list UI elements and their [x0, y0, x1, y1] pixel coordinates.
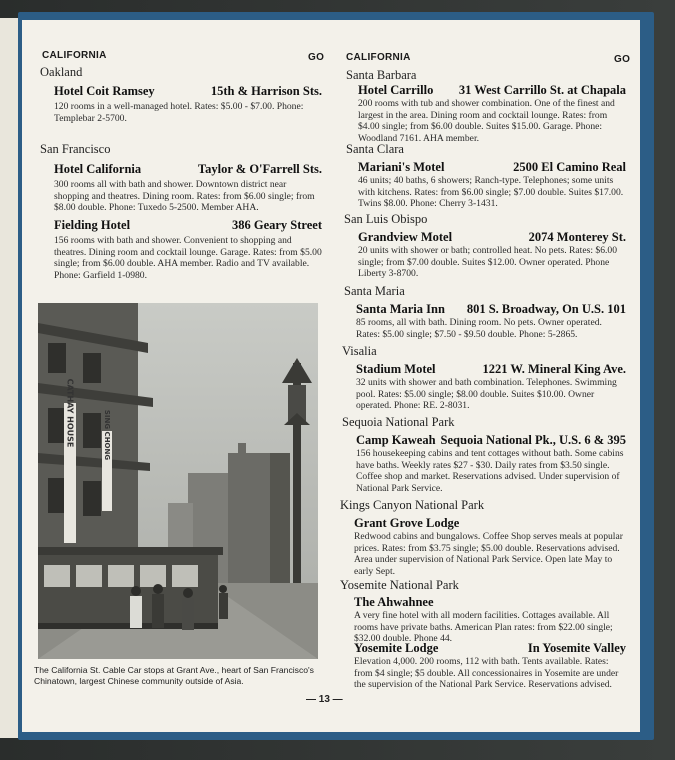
hotel-description: 156 housekeeping cabins and tent cottages without bath. Some cabins have baths. Weekly rates $27 - $30. Daily rates from $3.50 single. Coffee shop and market. Reservations advised. Under supervision of National Park Service.	[356, 448, 624, 494]
hotel-description: 46 units; 40 baths, 6 showers; Ranch-type. Telephones; some units with kitchens. Rates: from $6.00 single; $7.00 double. Suites $17.00. Twins $8.00. Phone: Cherry 3-1431.	[358, 175, 624, 210]
hotel-description: 156 rooms with bath and shower. Convenient to shopping and theatres. Dining room and cocktail lounge. Garage. Rates: from $5.00 single; from $6.00 double. AHA member. Radio and TV available. Phone: Garfield 1-0980.	[54, 235, 322, 281]
hotel-name: Santa Maria Inn	[356, 302, 445, 316]
listing-fielding-hotel	[54, 218, 322, 281]
listing-the-ahwahnee	[354, 595, 626, 645]
listing-hotel-california	[54, 162, 322, 214]
city-heading: Sequoia National Park	[342, 415, 455, 429]
listing-san-luis-obispo	[344, 212, 626, 280]
photo-illustration	[38, 303, 318, 659]
hotel-description: 120 rooms in a well-managed hotel. Rates: $5.00 - $7.00. Phone: Templebar 2-5700.	[54, 101, 304, 124]
hotel-title-row	[356, 302, 626, 317]
cathay-house-sign: CATHAY HOUSE	[65, 378, 75, 448]
hotel-name: Grant Grove Lodge	[354, 516, 460, 530]
hotel-title-row	[356, 433, 626, 448]
book-page	[22, 20, 640, 732]
hotel-name: Hotel Coit Ramsey	[54, 84, 155, 98]
hotel-title-row	[354, 595, 626, 610]
listing-sequoia	[342, 415, 626, 494]
chinatown-cable-car-photo	[38, 303, 318, 659]
listing-santa-clara	[346, 142, 626, 210]
city-section-san-francisco	[40, 142, 322, 157]
city-heading: Oakland	[40, 65, 83, 79]
hotel-description: 300 rooms all with bath and shower. Downtown district near shopping and theatres. Dining room. Rates: from $6.00 single; from $8.00 double. Phone: Tuxedo 5-2500. Member AHA.	[54, 179, 315, 214]
city-heading: Santa Clara	[346, 142, 404, 156]
hotel-name: The Ahwahnee	[354, 595, 434, 609]
hotel-address: 2074 Monterey St.	[528, 230, 626, 244]
photo-caption: The California St. Cable Car stops at Grant Ave., heart of San Francisco's Chinatown, largest Chinese community outside of Asia.	[34, 665, 314, 686]
hotel-address: In Yosemite Valley	[527, 641, 626, 655]
listing-visalia	[342, 344, 626, 412]
listing-oakland	[40, 65, 322, 124]
hotel-name: Grandview Motel	[358, 230, 453, 244]
city-heading: Visalia	[342, 344, 377, 358]
hotel-address: 2500 El Camino Real	[513, 160, 626, 174]
listing-santa-barbara	[346, 68, 626, 144]
hotel-name: Fielding Hotel	[54, 218, 131, 232]
hotel-title-row	[356, 362, 626, 377]
hotel-address: Sequoia National Pk., U.S. 6 & 395	[440, 433, 626, 447]
city-heading: Yosemite National Park	[340, 578, 459, 592]
listing-santa-maria	[344, 284, 626, 340]
hotel-title-row	[358, 160, 626, 175]
hotel-address: 31 West Carrillo St. at Chapala	[458, 83, 626, 97]
right-header-state: CALIFORNIA	[346, 52, 411, 63]
hotel-name: Hotel California	[54, 162, 142, 176]
hotel-description: 200 rooms with tub and shower combination. One of the finest and largest in the area. Dining room and cocktail lounge. Rates: from $4.00 single; from $6.00 double. Suites $15.00. Garage. Phone: Woodland 7161. AHA member.	[358, 98, 615, 144]
listing-yosemite-lodge	[354, 641, 626, 691]
hotel-title-row	[354, 641, 626, 656]
hotel-name: Stadium Motel	[356, 362, 436, 376]
hotel-address: Taylor & O'Farrell Sts.	[197, 162, 322, 176]
left-header-go: GO	[308, 52, 325, 63]
right-header-go: GO	[614, 54, 631, 65]
hotel-address: 801 S. Broadway, On U.S. 101	[466, 302, 626, 316]
hotel-title-row	[358, 83, 626, 98]
hotel-title-row	[354, 516, 626, 531]
hotel-description: Redwood cabins and bungalows. Coffee Shop serves meals at popular prices. Rates: from $3.75 single; $5.00 double. Reservations advised. Area under supervision of National Park Service. Open late May to early Sept.	[354, 531, 623, 577]
hotel-description: 20 units with shower or bath; controlled heat. No pets. Rates: $6.00 single; from $7.00 double. Suites $12.00. Owner operated. Phone Liberty 3-8700.	[358, 245, 617, 280]
city-heading: San Luis Obispo	[344, 212, 428, 226]
hotel-address: 386 Geary Street	[231, 218, 322, 232]
hotel-title-row	[54, 218, 322, 233]
hotel-name: Hotel Carrillo	[358, 83, 434, 97]
hotel-description: Elevation 4,000. 200 rooms, 112 with bath. Tents available. Rates: from $4 single; $5 double. All concessionaires in Yosemite are under the supervision of the National Park Service. Reservations advised.	[354, 656, 619, 691]
city-heading: Santa Barbara	[346, 68, 417, 82]
hotel-name: Mariani's Motel	[358, 160, 445, 174]
city-section-yosemite	[340, 578, 626, 593]
hotel-name: Yosemite Lodge	[354, 641, 439, 655]
city-heading: Kings Canyon National Park	[340, 498, 485, 512]
page-number: — 13 —	[306, 694, 343, 705]
hotel-description: 32 units with shower and bath combination. Telephones. Swimming pool. Rates: $5.00 single; $8.00 double. Suites $10.00. Owner operated. Phone: RE. 2-8031.	[356, 377, 617, 412]
hotel-description: A very fine hotel with all modern facilities. Cottages available. All rooms have private baths. American Plan rates: from $22.00 single; $32.00 double. Phone 44.	[354, 610, 613, 645]
sing-chong-sign: SING CHONG	[103, 409, 111, 461]
city-heading: Santa Maria	[344, 284, 405, 298]
hotel-address: 1221 W. Mineral King Ave.	[482, 362, 626, 376]
city-heading: San Francisco	[40, 142, 111, 156]
hotel-description: 85 rooms, all with bath. Dining room. No pets. Owner operated. Rates: $5.00 single; $7.50 - $9.50 double. Phone: 5-2865.	[356, 317, 602, 340]
hotel-title-row	[54, 84, 322, 99]
hotel-address: 15th & Harrison Sts.	[210, 84, 322, 98]
hotel-title-row	[54, 162, 322, 177]
left-header-state: CALIFORNIA	[42, 50, 107, 61]
hotel-name: Camp Kaweah	[356, 433, 436, 447]
listing-kings-canyon	[340, 498, 626, 577]
hotel-title-row	[358, 230, 626, 245]
